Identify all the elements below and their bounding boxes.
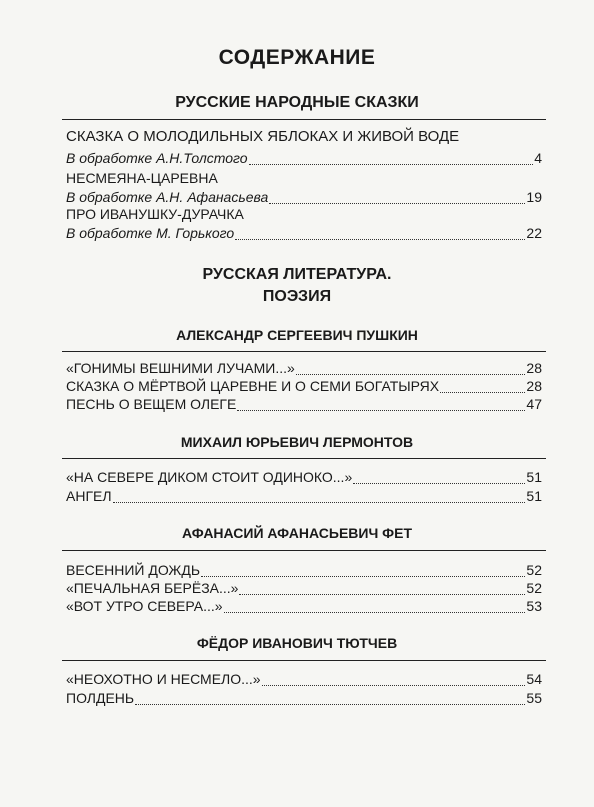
dot-leader [262, 685, 526, 686]
toc-entry-title: НЕСМЕЯНА-ЦАРЕВНА [66, 170, 218, 186]
dot-leader [296, 374, 526, 375]
dot-leader [224, 612, 526, 613]
section-heading-line: ПОЭЗИЯ [262, 288, 332, 305]
page-title: СОДЕРЖАНИЕ [218, 46, 376, 69]
dot-leader [237, 410, 525, 411]
author-divider [62, 550, 546, 551]
author-heading: АЛЕКСАНДР СЕРГЕЕВИЧ ПУШКИН [176, 327, 418, 343]
toc-page-number: 51 [526, 469, 542, 485]
toc-entry[interactable] [66, 469, 542, 487]
toc-entry[interactable] [66, 562, 542, 580]
toc-page-number: 47 [526, 396, 542, 412]
toc-entry-title: СКАЗКА О МОЛОДИЛЬНЫХ ЯБЛОКАХ И ЖИВОЙ ВОДЕ [66, 128, 460, 145]
dot-leader [239, 594, 525, 595]
author-divider [62, 458, 546, 459]
author-heading: ФЁДОР ИВАНОВИЧ ТЮТЧЕВ [196, 635, 398, 651]
dot-leader [269, 203, 525, 204]
author-divider [62, 351, 546, 352]
toc-entry-title: «ПЕЧАЛЬНАЯ БЕРЁЗА...» [66, 580, 239, 596]
toc-page-number: 4 [534, 150, 542, 166]
toc-entry-title: СКАЗКА О МЁРТВОЙ ЦАРЕВНЕ И О СЕМИ БОГАТЫРЯХ [66, 378, 440, 394]
section-heading-folk-tales: РУССКИЕ НАРОДНЫЕ СКАЗКИ [175, 94, 419, 111]
toc-entry[interactable] [66, 360, 542, 378]
toc-page-number: 55 [526, 690, 542, 706]
dot-leader [201, 576, 525, 577]
toc-entry[interactable] [66, 378, 542, 396]
author-divider [62, 660, 546, 661]
toc-page-number: 19 [526, 189, 542, 205]
toc-entry[interactable] [66, 396, 542, 414]
toc-entry[interactable] [66, 580, 542, 598]
toc-entry-adaptation: В обработке А.Н. Афанасьева [66, 189, 269, 205]
toc-page-number: 22 [526, 225, 542, 241]
section-heading-literature [0, 264, 594, 308]
toc-entry-title: «ГОНИМЫ ВЕШНИМИ ЛУЧАМИ...» [66, 360, 295, 376]
toc-entry-title: АНГЕЛ [66, 488, 112, 504]
toc-entry-title: «НЕОХОТНО И НЕСМЕЛО...» [66, 671, 261, 687]
toc-entry[interactable] [66, 690, 542, 708]
toc-page-number: 28 [526, 378, 542, 394]
toc-entry-title: «НА СЕВЕРЕ ДИКОМ СТОИТ ОДИНОКО...» [66, 469, 353, 485]
toc-entry[interactable] [66, 598, 542, 616]
toc-page-number: 28 [526, 360, 542, 376]
toc-page-number: 54 [526, 671, 542, 687]
section-divider [62, 119, 546, 120]
toc-entry-title: «ВОТ УТРО СЕВЕРА...» [66, 598, 223, 614]
toc-entry-title: ВЕСЕННИЙ ДОЖДЬ [66, 562, 201, 578]
toc-page-number: 51 [526, 488, 542, 504]
toc-entry-title: ПЕСНЬ О ВЕЩЕМ ОЛЕГЕ [66, 396, 237, 412]
dot-leader [440, 392, 525, 393]
author-heading: АФАНАСИЙ АФАНАСЬЕВИЧ ФЕТ [181, 525, 413, 541]
toc-entry[interactable] [66, 225, 542, 243]
toc-entry[interactable] [66, 150, 542, 168]
toc-entry-adaptation: В обработке А.Н.Толстого [66, 150, 248, 166]
dot-leader [235, 239, 525, 240]
toc-entry[interactable] [66, 189, 542, 207]
toc-page-number: 52 [526, 562, 542, 578]
section-heading-line: РУССКАЯ ЛИТЕРАТУРА. [202, 266, 392, 283]
dot-leader [135, 704, 525, 705]
toc-entry[interactable] [66, 488, 542, 506]
dot-leader [249, 164, 534, 165]
toc-entry-adaptation: В обработке М. Горького [66, 225, 235, 241]
toc-page-number: 53 [526, 598, 542, 614]
toc-page-number: 52 [526, 580, 542, 596]
toc-entry-title: ПРО ИВАНУШКУ-ДУРАЧКА [66, 206, 244, 222]
toc-entry[interactable] [66, 671, 542, 689]
dot-leader [353, 483, 525, 484]
author-heading: МИХАИЛ ЮРЬЕВИЧ ЛЕРМОНТОВ [180, 434, 414, 450]
toc-entry-title: ПОЛДЕНЬ [66, 690, 135, 706]
dot-leader [113, 502, 526, 503]
